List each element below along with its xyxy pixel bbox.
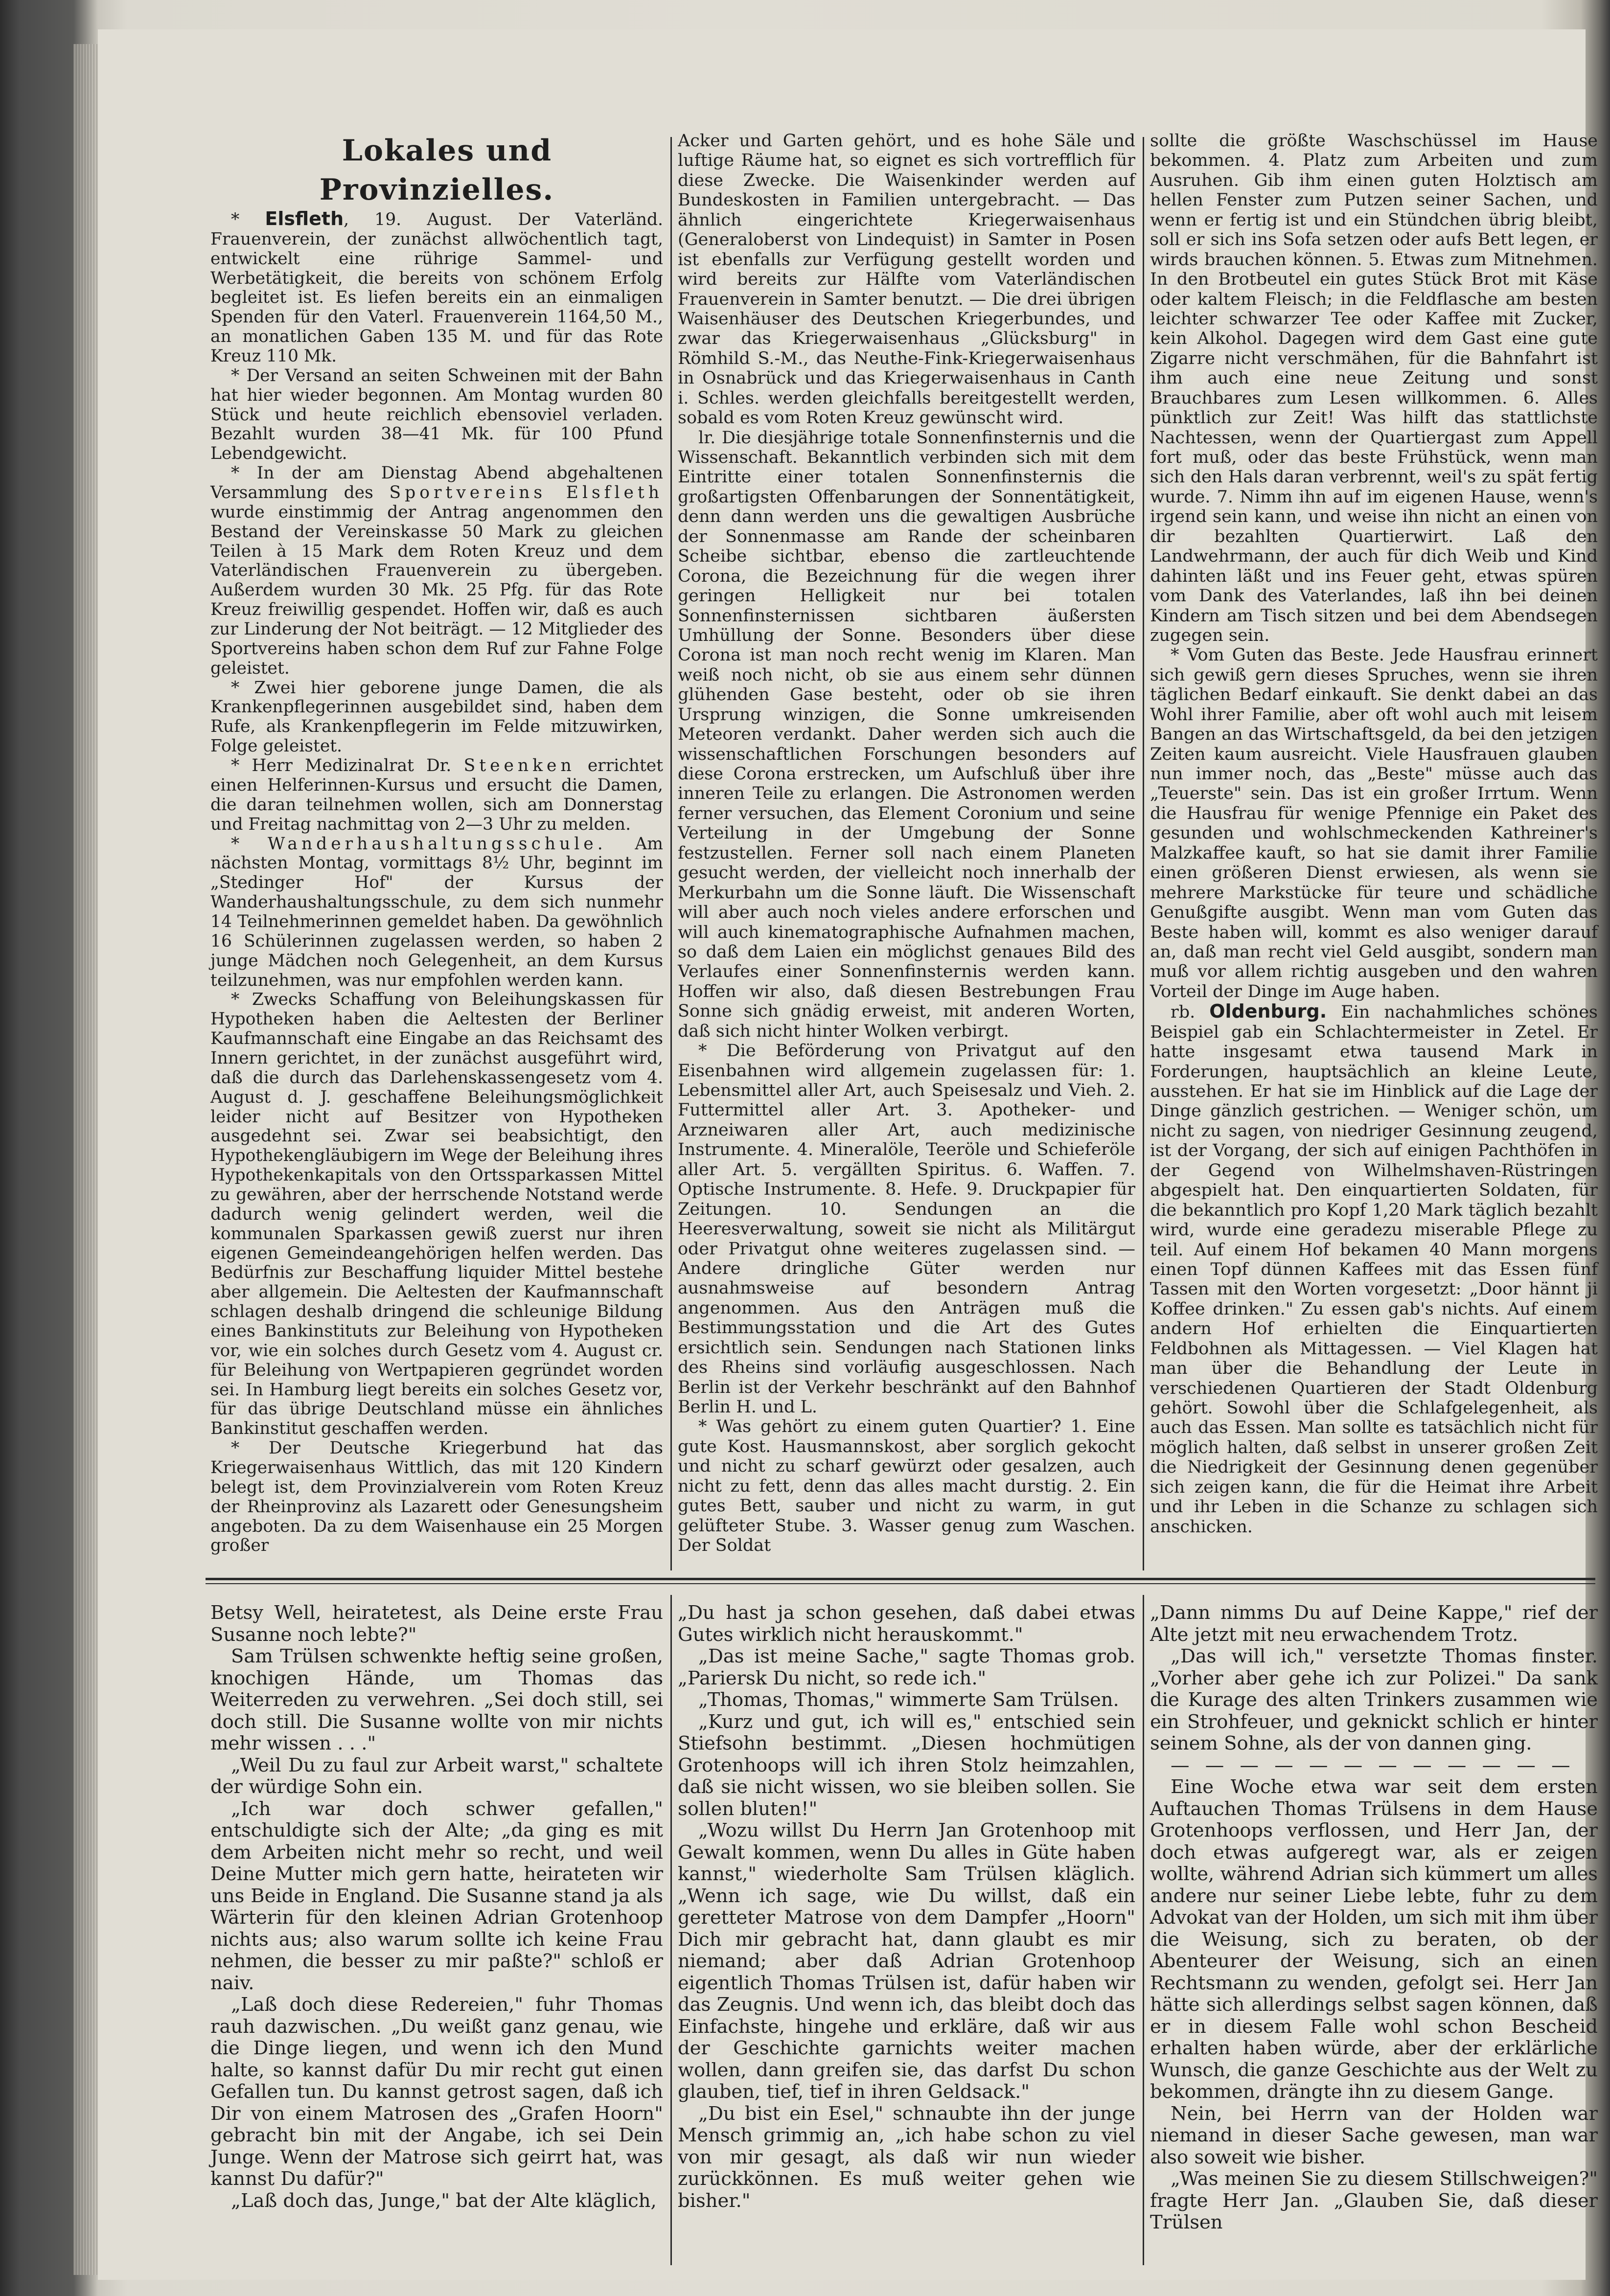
column-2 [678, 131, 1135, 1556]
article-paragraph: * Zwecks Schaffung von Beleihungskassen für Hypotheken haben die Aeltesten der Berliner Kaufmannschaft eine Eingabe an das Reichsamt des Innern gerichtet, in der zunächst ausgeführt wird, daß die durch das Darlehenskassengesetz vom 4. August d. J. geschaffene Beleihungsmöglichkeit leider nicht auf Besitzer von Hypotheken ausgedehnt sei. Zwar sei beabsichtigt, den Hypothekengläubigern im Wege der Beleihung ihres Hypothekenkapitals von den Ortssparkassen Mittel zu gewähren, aber der herrschende Notstand werde dadurch wenig gelindert werden, weil die kommunalen Sparkassen gewiß zuerst nur ihren eigenen Gemeindeangehörigen helfen werden. Das Bedürfnis zur Beschaffung liquider Mittel bestehe aber allgemein. Die Aeltesten der Kaufmannschaft schlagen deshalb dringend die schleunige Bildung eines Bankinstituts zur Beleihung von Hypotheken vor, wie ein solches durch Gesetz vom 4. August cr. für Beleihung von Wertpapieren gegründet worden sei. In Hamburg liegt bereits ein solches Gesetz vor, für das übrige Deutschland müsse ein ähnliches Bankinstitut geschaffen werden. [210, 990, 663, 1439]
story-paragraph: „Ich war doch schwer gefallen," entschuldigte sich der Alte; „da ging es mit dem Arbeiten nicht mehr so recht, und weil Deine Mutter mich gern hatte, heirateten wir uns Beide in England. Die Susanne stand ja als Wärterin für den kleinen Adrian Grotenhoop nichts aus; also warum sollte ich keine Frau nehmen, die besser zu mir paßte?" schloß er naiv. [210, 1797, 663, 1994]
article-paragraph: * Zwei hier geborene junge Damen, die als Krankenpflegerinnen ausgebildet sind, haben dem Rufe, als Krankenpflegerin im Felde mitzuwirken, Folge geleistet. [210, 678, 663, 756]
article-paragraph: * Der Deutsche Kriegerbund hat das Kriegerwaisenhaus Wittlich, das mit 120 Kindern belegt ist, dem Provinzialverein vom Roten Kreuz der Rheinprovinz als Lazarett oder Genesungsheim angeboten. Da zu dem Waisenhause ein 25 Morgen großer [210, 1438, 663, 1556]
article-oldenburg: rb. Oldenburg. Ein nachahmliches schönes Beispiel gab ein Schlachtermeister in Zetel. Er hatte insgesamt etwa tausend Mark in Forderungen, hauptsächlich an kleine Leute, ausstehen. Er hat sie im Hinblick auf die Lage der Dinge gänzlich gestrichen. — Weniger schön, um nicht zu sagen, von niedriger Gesinnung zeugend, ist der Vorgang, der sich auf einigen Pachthöfen in der Gegend von Wilhelmshaven-Rüstringen abgespielt hat. Den einquartierten Soldaten, für die bekanntlich pro Kopf 1,20 Mark täglich bezahlt wird, wurde eine geradezu miserable Pflege zu teil. Auf einem Hof bekamen 40 Mann morgens einen Topf dünnen Kaffees mit das Essen fünf Tassen mit den Worten vorgesetzt: „Door hännt ji Koffee drinken." Zu essen gab's nichts. Auf einem andern Hof erhielten die Einquartierten Feldbohnen als Mittagessen. — Viel Klagen hat man über die Behandlung der Leute in verschiedenen Quartieren der Stadt Oldenburg gehört. Sowohl über die Schlafgelegenheit, als auch das Essen. Man sollte es tatsächlich nicht für möglich halten, daß selbst in unserer großen Zeit die Niedrigkeit der Gesinnung denen gegenüber sich zeigen kann, die für die Heimat ihre Arbeit und ihr Leben in die Schanze zu schlagen sich anschicken. [1150, 1000, 1598, 1537]
column-1 [210, 131, 663, 1556]
place-name: Oldenburg. [1209, 1000, 1327, 1023]
column-rule [1143, 1595, 1144, 2265]
story-paragraph: „Kurz und gut, ich will es," entschied sein Stiefsohn bestimmt. „Diesen hochmütigen Grotenhoops will ich ihren Stolz heimzahlen, daß sie nicht wissen, wo sie bleiben sollen. Sie sollen bluten!" [678, 1710, 1135, 1820]
story-paragraph: „Wozu willst Du Herrn Jan Grotenhoop mit Gewalt kommen, wenn Du alles in Güte haben kannst," wiederholte Sam Trülsen kläglich. „Wenn ich sage, wie Du willst, daß ein geretteter Matrose von dem Dampfer „Hoorn" Dich mir gebracht hat, dann glaubt es mir niemand; aber daß Adrian Grotenhoop eigentlich Thomas Trülsen ist, dafür haben wir das Zeugnis. Und wenn ich, das bleibt doch das Einfachste, hingehe und erkläre, daß wir aus der Geschichte garnichts weiter machen wollen, dann greifen sie, das darfst Du schon glauben, tief, tief in ihren Geldsack." [678, 1819, 1135, 2103]
story-paragraph: „Dann nimms Du auf Deine Kappe," rief der Alte jetzt mit neu erwachendem Trotz. [1150, 1602, 1598, 1646]
article-privatgut: * Die Beförderung von Privatgut auf den Eisenbahnen wird allgemein zugelassen für: 1. Lebensmittel aller Art, auch Speisesalz und Vieh. 2. Futtermittel aller Art. 3. Apotheker- und Arzneiwaren aller Art, auch medizinische Instrumente. 4. Mineralöle, Teeröle und Schieferöle aller Art. 5. vergällten Spiritus. 6. Waffen. 7. Optische Instrumente. 8. Hefe. 9. Druckpapier für Zeitungen. 10. Sendungen an die Heeresverwaltung, soweit sie nicht als Militärgut oder Privatgut ohne weiteres zugelassen sind. — Andere dringliche Güter werden nur ausnahmsweise auf besondern Antrag angenommen. Aus den Anträgen muß die Bestimmungsstation und die Art des Gutes ersichtlich sein. Sendungen nach Stationen links des Rheins sind vorläufig ausgeschlossen. Nach Berlin ist der Verkehr beschränkt auf den Bahnhof Berlin H. und L. [678, 1041, 1135, 1417]
story-paragraph: „Laß doch diese Redereien," fuhr Thomas rauh dazwischen. „Du weißt ganz genau, wie die Dinge liegen, und wenn ich den Mund halte, so kannst dafür Du mir recht gut einen Gefallen tun. Du kannst getrost sagen, daß ich Dir von einem Matrosen des „Grafen Hoorn" gebracht bin mit der Angabe, ich sei Dein Junge. Wenn der Matrose sich geirrt hat, was kannst Du dafür?" [210, 1994, 663, 2190]
article-wanderhaushaltungsschule: * Wanderhaushaltungsschule. Am nächsten Montag, vormittags 8½ Uhr, beginnt im „Stedinger Hof" der Kursus der Wanderhaushaltungsschule, zu dem sich nunmehr 14 Teilnehmerinnen gemeldet haben. Da gewöhnlich 16 Schülerinnen zugelassen werden, so haben 2 junge Mädchen noch Gelegenheit, an dem Kursus teilzunehmen, was nur empfohlen werden kann. [210, 834, 663, 990]
column-4 [210, 1602, 663, 2212]
column-3 [1150, 131, 1598, 1537]
article-sportverein: * In der am Dienstag Abend abgehaltenen Versammlung des Sportvereins Elsfleth wurde einstimmig der Antrag angenommen den Bestand der Vereinskasse 50 Mark zu gleichen Teilen à 15 Mark dem Roten Kreuz und dem Vaterländischen Frauenverein zu übergeben. Außerdem wurden 30 Mk. 25 Pfg. für das Rote Kreuz freiwillig gespendet. Hoffen wir, daß es auch zur Linderung der Not beiträgt. — 12 Mitglieder des Sportvereins haben schon dem Ruf zur Fahne Folge geleistet. [210, 463, 663, 678]
story-paragraph: „Du bist ein Esel," schnaubte ihn der junge Mensch grimmig an, „ich habe schon zu viel von mir gesagt, als daß wir nun wieder zurückkönnen. Es muß weiter gehen wie bisher." [678, 2102, 1135, 2212]
place-name: Elsfleth [265, 208, 344, 229]
column-rule [1143, 137, 1144, 1570]
story-paragraph: „Was meinen Sie zu diesem Stillschweigen?" fragte Herr Jan. „Glauben Sie, daß dieser Trülsen [1150, 2168, 1598, 2233]
story-paragraph: Eine Woche etwa war seit dem ersten Auftauchen Thomas Trülsens in dem Hause Grotenhoops verflossen, und Herr Jan, der doch etwas aufgeregt war, als er zeigen wollte, während Adrian sich kümmert um alles andere nur seiner Liebe lebte, fuhr zu dem Advokat van der Holden, um sich mit ihm über die Weisung, sich zu beraten, ob der Abenteurer der Weisung, sich an einen Rechtsmann zu wenden, gefolgt sei. Herr Jan hätte sich allerdings selbst sagen können, daß er in diesem Falle wohl schon Bescheid erhalten haben würde, aber der erklärliche Wunsch, die ganze Geschichte aus der Welt zu bekommen, drängte ihn zu diesem Gange. [1150, 1776, 1598, 2103]
spaced-name: Wanderhaushaltungsschule. [267, 834, 607, 854]
story-paragraph: „Weil Du zu faul zur Arbeit warst," schaltete der würdige Sohn ein. [210, 1754, 663, 1798]
feuilleton-separator-rule [206, 1578, 1595, 1580]
column-rule [670, 137, 672, 1570]
story-paragraph: Sam Trülsen schwenkte heftig seine großen, knochigen Hände, um Thomas das Weiterreden zu verwehren. „Sei doch still, sei doch still. Die Susanne wollte von mir nichts mehr wissen . . ." [210, 1645, 663, 1754]
column-5 [678, 1602, 1135, 2212]
story-paragraph: „Das ist meine Sache," sagte Thomas grob. „Pariersk Du nicht, so rede ich." [678, 1645, 1135, 1689]
article-elsfleth: * Elsfleth, 19. August. Der Vaterländ. Frauenverein, der zunächst allwöchentlich tagt, entwickelt eine rührige Sammel- und Werbetätigkeit, die bereits von schönem Erfolg begleitet ist. Es liefen bereits ein an einmaligen Spenden für den Vaterl. Frauenverein 1164,50 M., an monatlichen Gaben 135 M. und für das Rote Kreuz 110 Mk. [210, 208, 663, 366]
section-heading: Lokales und Provinzielles. [319, 134, 554, 207]
spaced-name: Sportvereins Elsfleth [389, 483, 663, 503]
article-steenken: * Herr Medizinalrat Dr. Steenken errichtet einen Helferinnen-Kursus und ersucht die Damen, die daran teilnehmen wollen, sich am Donnerstag und Freitag nachmittag von 2—3 Uhr zu melden. [210, 756, 663, 834]
feuilleton-separator-rule-thin [206, 1583, 1595, 1584]
column-6 [1150, 1602, 1598, 2234]
article-paragraph: sollte die größte Waschschüssel im Hause bekommen. 4. Platz zum Arbeiten und zum Ausruhen. Gib ihm einen guten Holztisch am hellen Fenster zum Putzen seiner Sachen, und wenn er fertig ist und ein Stündchen übrig bleibt, soll er sich ins Sofa setzen oder aufs Bett legen, er wirds brauchen können. 5. Etwas zum Mitnehmen. In den Brotbeutel ein gutes Stück Brot mit Käse oder kaltem Fleisch; in die Feldflasche am besten leichter schwarzer Tee oder Kaffee mit Zucker, kein Alkohol. Dagegen wird dem Gast eine gute Zigarre nicht verschmähen, für die Bahnfahrt ist ihm auch eine neue Zeitung und sonst Brauchbares zum Lesen willkommen. 6. Alles pünktlich zur Zeit! Was hilft das stattlichste Nachtessen, wenn der Quartiergast zum Appell fort muß, oder das beste Frühstück, wenn man sich den Hals daran verbrennt, weil's zu spät fertig wurde. 7. Nimm ihn auf im eigenen Hause, wenn's irgend sein kann, und weise ihn nicht an einen von dir bezahlten Quartierwirt. Laß den Landwehrmann, der auch für dich Weib und Kind dahinten läßt und ins Feuer geht, etwas spüren vom Dank des Vaterlandes, laß ihn bei deinen Kindern am Tisch sitzen und bei dem Abendsegen zugegen sein. [1150, 131, 1598, 645]
article-quartier: * Was gehört zu einem guten Quartier? 1. Eine gute Kost. Hausmannskost, aber sorglich gekocht und nicht zu scharf gewürzt oder gesalzen, auch nicht zu fett, denn das alles macht durstig. 2. Ein gutes Bett, sauber und nicht zu warm, in gut gelüfteter Stube. 3. Wasser genug zum Waschen. Der Soldat [678, 1417, 1135, 1556]
story-paragraph: „Thomas, Thomas," wimmerte Sam Trülsen. [698, 1689, 1119, 1711]
article-vom-guten: * Vom Guten das Beste. Jede Hausfrau erinnert sich gewiß gern dieses Spruches, wenn sie ihren täglichen Bedarf einkauft. Sie denkt dabei an das Wohl ihrer Familie, aber oft wohl auch mit leisem Bangen an das Wirtschaftsgeld, da bei den jetzigen Zeiten kaum ausreicht. Viele Hausfrauen glauben nun immer noch, das „Beste" müsse auch das „Teuerste" sein. Das ist ein großer Irrtum. Wenn die Hausfrau für wenige Pfennige ein Paket des gesunden und wohlschmeckenden Kathreiner's Malzkaffee kauft, so hat sie damit ihrer Familie einen größeren Dienst erwiesen, als wenn sie mehrere Markstücke für teure und schädliche Genußgifte ausgibt. Wenn man vom Guten das Beste haben will, kommt es also weniger darauf an, daß man recht viel Geld ausgibt, sondern man muß vor allem richtig ausgeben und den wahren Vorteil der Dinge im Auge haben. [1150, 645, 1598, 1001]
scene-break: — — — — — — — — — — — — [1171, 1754, 1575, 1776]
story-paragraph: Nein, bei Herrn van der Holden war niemand in dieser Sache gewesen, man war also soweit wie bisher. [1150, 2102, 1598, 2168]
column-rule [670, 1595, 672, 2265]
article-sonnenfinsternis: lr. Die diesjährige totale Sonnenfinsternis und die Wissenschaft. Bekanntlich verbinden sich mit dem Eintritte einer totalen Sonnenfinsternis die großartigsten Offenbarungen der Sonnentätigkeit, denn dann werden uns die gewaltigen Ausbrüche der Sonnenmasse am Rande der scheinbaren Scheibe sichtbar, ebenso die zartleuchtende Corona, die Bezeichnung für die wegen ihrer geringen Helligkeit nur bei totalen Sonnenfinsternissen sichtbaren äußersten Umhüllung der Sonne. Besonders über diese Corona ist man noch recht wenig im Klaren. Man weiß noch nicht, ob sie aus einem sehr dünnen glühenden Gase besteht, oder ob sie ihren Ursprung winzigen, die Sonne umkreisenden Meteoren verdankt. Daher werden sich auch die wissenschaftlichen Forschungen besonders auf diese Corona erstrecken, um Aufschluß über ihre inneren Teile zu erlangen. Die Astronomen werden ferner versuchen, das Element Coronium und seine Verteilung in der Umgebung der Sonne festzustellen. Ferner soll nach einem Planeten gesucht werden, der vielleicht noch innerhalb der Merkurbahn um die Sonne läuft. Die Wissenschaft will aber auch noch vieles andere erforschen und will auch kinematographische Aufnahmen machen, so daß dem Laien ein möglichst genaues Bild des Verlaufes einer Sonnenfinsternis werden kann. Hoffen wir also, daß diesen Bestrebungen Frau Sonne sich gnädig erweist, mit anderen Worten, daß sich nicht hinter Wolken verbirgt. [678, 428, 1135, 1041]
story-paragraph: „Du hast ja schon gesehen, daß dabei etwas Gutes wirklich nicht herauskommt." [678, 1602, 1135, 1646]
article-paragraph: Acker und Garten gehört, und es hohe Säle und luftige Räume hat, so eignet es sich vortrefflich für diese Zwecke. Die Waisenkinder werden auf Bundeskosten in Familien untergebracht. — Das ähnlich eingerichtete Kriegerwaisenhaus (Generaloberst von Lindequist) in Samter in Posen ist ebenfalls zur Verfügung gestellt worden und wird bereits zur Hälfte vom Vaterländischen Frauenverein in Samter benutzt. — Die drei übrigen Waisenhäuser des Deutschen Kriegerbundes, und zwar das Kriegerwaisenhaus „Glücksburg" in Römhild S.-M., das Neuthe-Fink-Kriegerwaisenhaus in Osnabrück und das Kriegerwaisenhaus in Canth i. Schles. werden gleichfalls bereitgestellt werden, sobald es vom Roten Kreuz gewünscht wird. [678, 131, 1135, 428]
story-paragraph: „Das will ich," versetzte Thomas finster. „Vorher aber gehe ich zur Polizei." Da sank die Kurage des alten Trinkers zusammen wie ein Strohfeuer, und geknickt schlich er hinter seinem Sohne, als der von dannen ging. [1150, 1645, 1598, 1754]
spaced-name: Steenken [463, 756, 575, 776]
article-paragraph: * Der Versand an seiten Schweinen mit der Bahn hat hier wieder begonnen. Am Montag wurden 80 Stück und heute reichlich ebensoviel verladen. Bezahlt wurden 38—41 Mk. für 100 Pfund Lebendgewicht. [210, 365, 663, 464]
story-paragraph: „Laß doch das, Junge," bat der Alte kläglich, [231, 2189, 657, 2212]
story-paragraph: Betsy Well, heiratetest, als Deine erste Frau Susanne noch lebte?" [210, 1602, 663, 1646]
